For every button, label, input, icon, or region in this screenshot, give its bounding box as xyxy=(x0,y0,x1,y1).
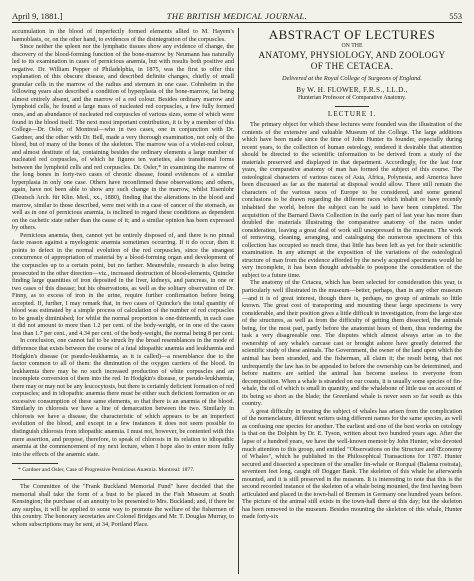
footnote: * Gardner and Osler, Case of Progressive Pernicious Anæmia. Montreal: 1877. xyxy=(18,467,195,474)
right-paragraph-2: The anatomy of the Cetacea, which has been selected for consideration this year, is particularly well illustrated in the museum—better, perhaps, than in any other museum—and it is of great interest, though there is, perhaps, no group of animals so little known. The great cost of transporting and mounting these large specimens is very considerable, and their position gives a little difficult in investigation, from the large size of the structures, as well as from the difficulty of getting them dissected, the animals being, for the most part, partly before the anatomist hears of them, thus rendering the task a very disagreeable one. The disputes which almost always arise as to the ownership of any whale's carcase cast or brought ashore have greatly deterred the scientific study of these animals. The Government, the owner of the land upon which the animal has been stranded, and the fisherman, all claim it; the result being, that not unfrequently the law has to be appealed to before the ownership can be determined, and before matters are settled the animal has become useless to everyone from decomposition. When a whale is stranded on our coasts, it is usually some species of fin-whale, the oil of which is small in quantity, and the whalebone of little use on account of its being so short as the blade; the Greenland whale is never seen so far south as this country. xyxy=(242,279,462,408)
right-column xyxy=(242,28,462,576)
author-byline: By W. H. FLOWER, F.R.S., LL.D., xyxy=(296,86,408,94)
article-subtitle-cetacea: OF THE CETACEA. xyxy=(310,61,394,71)
delivered-at: Delivered at the Royal College of Surgeons of England. xyxy=(282,75,422,82)
author-role: Hunterian Professor of Comparative Anatomy. xyxy=(298,95,406,101)
left-paragraph-3: Pernicious anæmia, then, cannot yet be entirely disposed of, and there is no pinnal facie reason against a myelogenic anæmia sometimes occurring. If it do occur, then it points to defect in the normal evolution of the red corpuscles, since the strangest concurrence of appropriation of material by a blood-forming organ and development of the corpuscles up to a certain point, but no farther. Meanwhile, research is also being prosecuted in the other direction—viz., increased destruction of blood-elements, Quincke finding large quantities of iron deposited in the liver, kidneys, and pancreas, in one or two cases of this disease; but his observations, as well as the solitary observation of Dr. Finny, as to excess of iron in the urine, require further confirmation before being accepted. If, further, I may remark that, in two cases of Quincke's the total quantity of blood was estimated by a simple process of calculation of the number of red corpuscles to be greatly diminished; for whilst the normal proportion is one-thirteenth, in each case it did not amount to more than 1.2 per cent. of the body-weight, or in one of the cases less than 1.7 per cent., and 4.34 per cent. of the body-weight, the normal being 8 per cent. xyxy=(12,231,234,337)
header-date: April 9, 1881.] xyxy=(12,11,63,21)
right-paragraph-3: A great difficulty in treating the subject of whales has arisen from the complication of the nomenclature, different writers using different names for the same species, as well as confusing one species for another. The earliest and one of the best works on cetology is that on the Dolphin by Dr. E. Tyson, written about two hundred years ago. After the lapse of a hundred years, we have the well-known memoir by John Hunter, who devoted much attention to this group, and entitled "Observations on the Structure and Œconomy of Whales", which he published in the Philosophical Transactions for 1787. Hunter secured and dissected a specimen of the smaller fin-whale or Rorqual (Balæna rostrata), seventeen feet long, caught off Dogger Bank. The skeleton of this whale he afterwards mounted, and it is still preserved in the museum. It is interesting to note that this is the second recorded instance of the skeleton of a whale being mounted, the first having been articulated and placed in the town-hall of Bremen in Germany one hundred years before. The picture of the animal still exists in the town-hall there at this day; but the skeleton has been removed to the museum. Besides mounting the skeleton of this whale, Hunter made forty-six xyxy=(242,407,462,521)
article-subtitle-main: ANATOMY, PHYSIOLOGY, AND ZOOLOGY xyxy=(258,50,446,60)
running-header xyxy=(12,10,462,22)
header-title: THE BRITISH MEDICAL JOURNAL. xyxy=(166,11,308,21)
left-paragraph-1: accumulation in the blood of imperfectly formed elements allied to M. Hayem's hæmoblasts, or, on the other hand, to evidences of the disintegration of the corpuscles. xyxy=(12,28,234,43)
header-page-number: 553 xyxy=(449,11,462,21)
header-rule xyxy=(12,22,462,23)
left-paragraph-4: In conclusion, one cannot fail to be struck by the broad resemblances in the mode of difference that exists between the course of a fatal idiopathic anæmia and leukhæmia and Hodgkin's disease (or pseudo-leukhæmia, as it is called)—a resemblance due to the factor common to all of them: the diminution of the oxygen carriers of the blood. In leukhæmia there may be no such increased production of white corpuscles and an incomplete conversion of them into the red. In Hodgkin's disease, or pseudo-leukhæmia, there may or may not be any leucocytosis, but there is certainly deficient formation of red corpuscles; and in idiopathic anæmia there must be either such deficient formation or an excessive consumption of these same elements, so that there is an anæmia of the blood. Similarly in chlorosis we have a line of demarcation between the two. Similarly in chlorosis we have a disease, the characteristic of which appears to be an imperfect evolution of the blood, and except in a few instances it does not seem possible to distinguish chlorosis from idiopathic anæmia. I must not, however, be contented with this mere assertion, and propose, therefore, to speak of chlorosis in its relation to idiopathic anæmia at the commencement of my next lecture, when I hope also to enter more fully into the effects of the anæmic state. xyxy=(12,337,234,458)
article-title: ABSTRACT OF LECTURES xyxy=(268,28,436,42)
section-rule xyxy=(12,479,234,480)
footnote-rule xyxy=(12,463,58,464)
left-paragraph-2: Since neither the spleen nor the lymphatic tissues show any evidence of change, the discovery of the blood-forming function of the bone-marrow by Neumann has naturally led to its examination in cases of pernicious anæmia, but with results both positive and negative. Dr. William Pepper of Philadelphia, in 1875, was the first to offer this explanation of this obscure disease, and described definite changes, chiefly of small granular cells in the marrow of the radius and sternum in one case. Cohnheim in the following years also described a condition of hyperplasia of the bone-marrow, fat being almost entirely absent, and the marrow of a red colour. Besides ordinary marrow and lymphoid cells, he found a large mass of nucleated red corpuscles, a few fully formed ones, and an abundance of nucleated red corpuscles of various sizes, some of which were found in the blood itself. The next most important contribution, it is by a member of this College—Dr. Osler, of Montreal—who in two cases, one in conjunction with Dr. Gardner, and the other with Dr. Bell, made a very thorough examination, not only of the blood, but of many of the bones of the skeleton. The marrow was of a violet-red colour, and almost destitute of fat, containing besides the ordinary elements a large number of nucleated red corpuscles, of which he figures ten varieties, also transitional forms between the lymphoid cells and red corpuscles. Dr. Osler,* in examining the marrow of the long bones in forty-two cases of chronic disease, found evidences of a similar hyperplasia in only one case. Others have reconfirmed these observations; and others, again, have not been able to show any such change in the marrow, whilst Eisenlohr (Deutsch Arch. für Klin. Med., xx., 1880), finding that the alterations in the blood and marrow, similar to those described, were met with in a case of cancer of the stomach, as well as in one of pernicious anæmia, is inclined to regard these conditions as dependent on the cachetic state rather than the cause of it; and a similar opinion has been expressed by others. xyxy=(12,43,234,232)
title-rule xyxy=(335,106,369,107)
column-divider xyxy=(238,28,239,574)
article-subtitle-on-the: ON THE xyxy=(341,43,363,49)
memorial-fund-notice: The Committee of the "Frank Buckland Memorial Fund" have decided that the memorial shall take the form of a bust to be placed in the Fish Museum at South Kensington; the purchase of an annuity to be presented to Mrs. Buckland; and, if there be any surplus, it will be applied to some way to promote the welfare of the fishermen of this country. The honorary secretaries are Colonel Bridges and Mr. T. Douglas Murray, to whom subscriptions may be sent, at 34, Portland Place. xyxy=(12,483,234,528)
right-paragraph-1: The primary object for which these lectures were founded was the illustration of the contents of the extensive and valuable Museum of the College. The large additions which have been made since the time of John Hunter its founder, especially during recent years, to the collection of human osteology, rendered it desirable that attention should be directed to the scientific information to be derived from a study of the materials preserved and displayed in that department. Accordingly, for the last four years, the comparative anatomy of man has formed the subject of this course. The osteological characters of various races of Asia, Africa, Polynesia, and America have been discussed as far as the material at disposal would allow. There still remain the characters of the various races of Europe to be considered, and some general conclusions to be drawn regarding the different races which inhabit or have recently inhabited the world, before the subject can be said to have been completed. The acquisition of the Barnard Davis Collection in the early part of last year has more than doubled the materials illustrating the comparative anatomy of the races under consideration, leaving a great deal of work still unexpressed in the museum. The work of removing, cleaning, arranging, and cataloguing the numerous specimens of this collection has occupied so much time, that little has been left as yet for their scientific examination. In any attempt at the exposition of the variations of the osteological structure of man from the evidence afforded by the newly acquired specimens would be very incomplete, it has been thought advisable to postpone the consideration of the subject to a future time. xyxy=(242,121,462,279)
lecture-heading: LECTURE I. xyxy=(327,110,377,118)
left-column xyxy=(12,28,234,576)
